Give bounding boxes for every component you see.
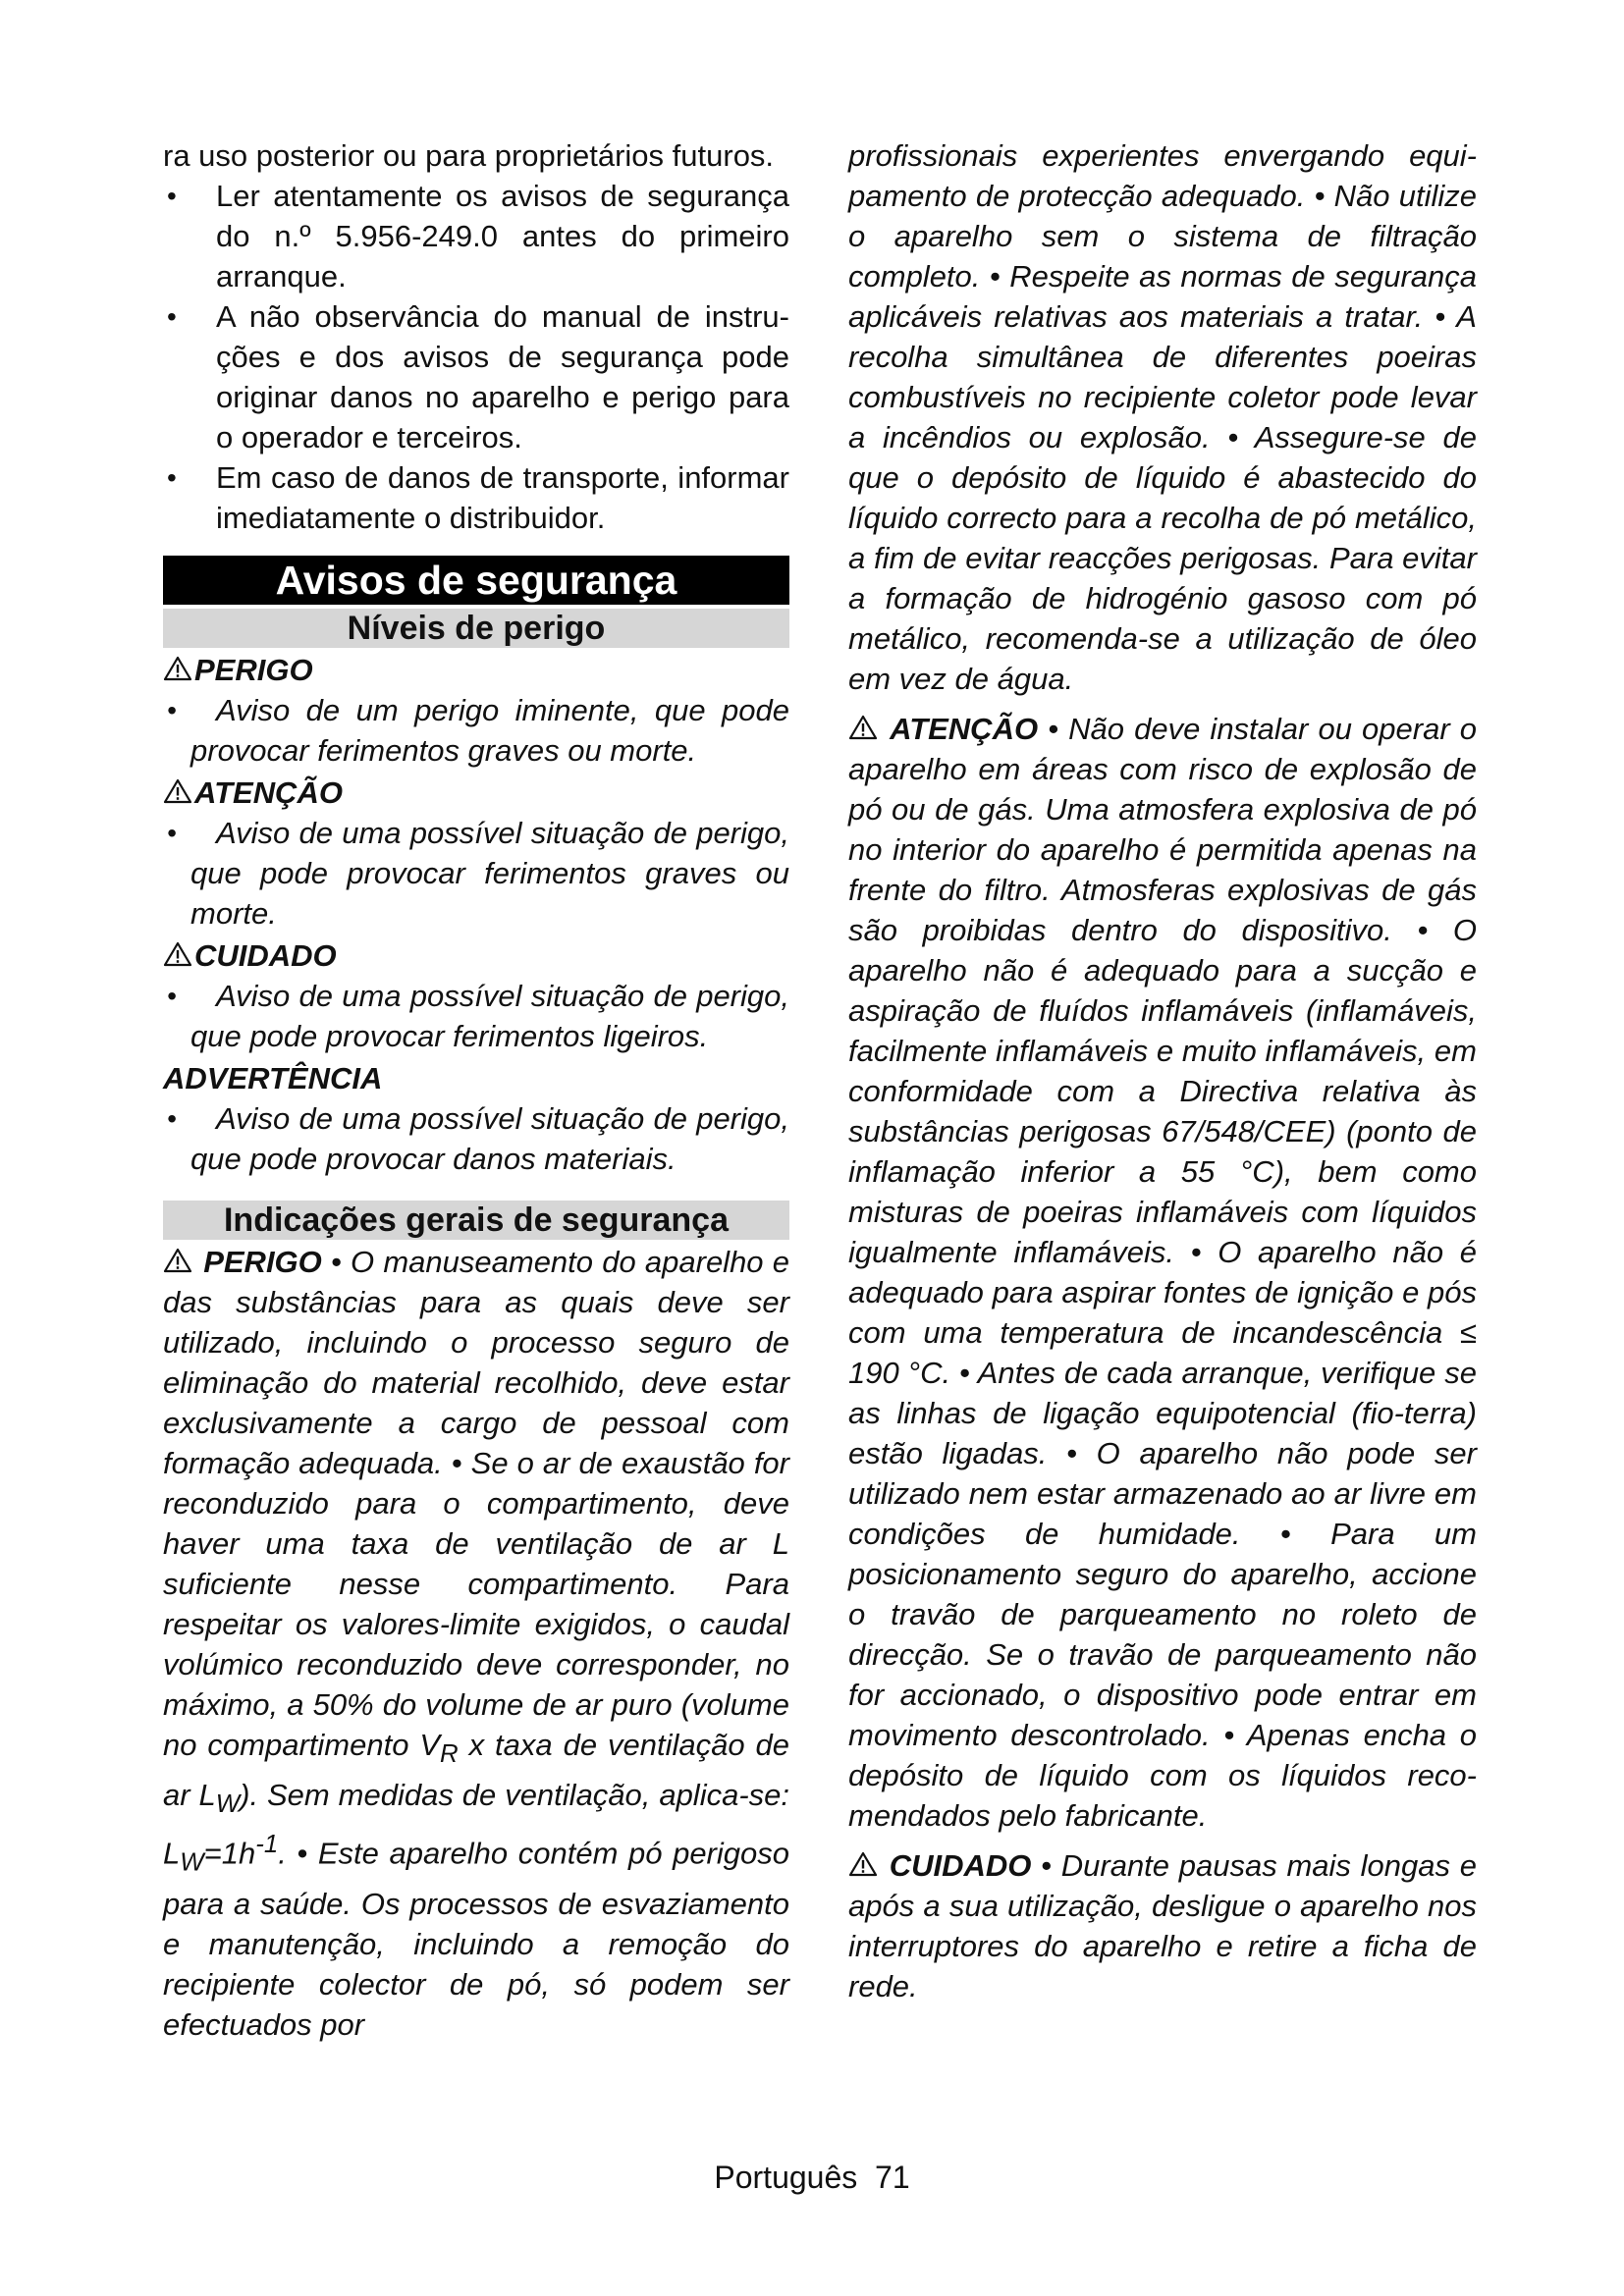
level-warning-list [163,813,789,934]
right-column [848,135,1477,2006]
warning-triangle-icon [848,1851,878,1877]
text-run: ). Sem medidas de ventilação, aplica-se: L [163,1778,790,1871]
level-danger [163,650,789,690]
list-item: • Aviso de uma possível situação de perigo, que pode provocar danos materiais. [163,1098,789,1179]
list-item: • A não observância do manual de instruções e dos avisos de segurança pode originar danos no aparelho e perigo para o operador e terceiros. [163,296,789,457]
page-footer [0,2158,1624,2197]
text-run: x taxa de ventilação de ar L [163,1728,789,1813]
level-caution [163,935,789,976]
section-heading-safety: Avisos de segurança [163,556,789,605]
level-label: ATENÇÃO [194,775,343,810]
warning-triangle-icon [163,656,192,681]
left-column [163,135,789,2045]
keyword-danger: PERIGO [203,1245,322,1279]
general-danger-continued: profissionais experientes envergando equipamento de protecção adequado. • Não utilize o aparelho sem o sistema de filtração completo. • Respeite as normas de segurança aplicáveis relativas aos materiais a tratar. • A recolha simultânea de diferentes poeiras combustíveis no recipiente coletor pode levar a incêndios ou explosão. • Assegure-se de que o depósito de líquido é abastecido do líquido correcto para a recolha de pó metálico, a fim de evitar reacções perigosas. Para evitar a formação de hidrogénio gasoso com pó metálico, recomenda-se a utilização de óleo em vez de água. [848,138,1477,696]
general-danger-paragraph [163,1242,789,2045]
level-label: PERIGO [194,653,313,687]
level-notice [163,1058,789,1098]
list-item: • Aviso de uma possível situação de perigo, que pode provocar ferimentos ligeiros. [163,976,789,1056]
warning-triangle-icon [163,778,192,804]
warning-triangle-icon [163,941,192,967]
subscript-r: R [440,1740,459,1769]
level-caution-list [163,976,789,1056]
footer-language: Português [714,2160,858,2195]
list-item: • Ler atentamente os avisos de segurança do n.º 5.956-249.0 antes do primeiro arranque. [163,176,789,296]
intro-bullet-list [163,176,789,538]
subscript-w: W [180,1848,204,1877]
subscript-w: W [215,1790,241,1819]
general-caution-paragraph [848,1845,1477,2006]
text-run: . • Este aparelho contém pó perigoso para a saúde. Os processos de esvaziamento e manutenção, incluindo a remoção do recipiente colector de pó, só podem ser efectuados por [163,1836,789,2042]
level-danger-list [163,690,789,771]
level-notice-list [163,1098,789,1179]
general-attention-paragraph [848,709,1477,1836]
page-number: 71 [875,2160,910,2195]
subsection-heading-general: Indicações gerais de segurança [163,1201,789,1240]
warning-triangle-icon [163,1248,192,1273]
level-warning [163,773,789,813]
superscript-exponent: -1 [255,1831,279,1859]
warning-triangle-icon [848,715,878,740]
keyword-attention: ATENÇÃO [890,712,1039,746]
keyword-caution: CUIDADO [889,1848,1032,1883]
text-run: • Não deve instalar ou operar o aparelho em áreas com risco de explosão de pó ou de gás. Uma atmosfera explosiva de pó no interior do aparelho é permitida apenas na frente do filtro. Atmosferas explosivas de gás são proibidas dentro do dispositivo. • O aparelho não é adequado para a sucção e aspiração de fluídos inflamáveis (inflamáveis, facilmente inflamáveis e muito inflamáveis, em conformidade com a Directiva relativa às substâncias perigosas 67/548/CEE) (ponto de inflamação inferior a 55 °C), bem como misturas de poeiras inflamáveis com líquidos igualmente inflamáveis. • O aparelho não é adequado para aspirar fontes de ignição e pós com uma temperatura de incandescência ≤ 190 °C. • Antes de cada arranque, verifique se as linhas de ligação equipotencial (fio-terra) estão ligadas. • O aparelho não pode ser utilizado nem estar armazenado ao ar livre em condições de humidade. • Para um posicionamento seguro do aparelho, accione o travão de parqueamento no roleto de direcção. Se o travão de parqueamento não for accionado, o dispositivo pode entrar em movimento descontrolado. • Apenas encha o depósito de líquido com os líquidos recomendados pelo fabricante. [848,712,1477,1833]
text-run: • O manuseamento do aparelho e das substâncias para as quais deve ser utilizado, incluindo o processo seguro de eliminação do material recolhido, deve estar exclusivamente a cargo de pessoal com formação adequada. • Se o ar de exaustão for reconduzido para o compartimento, deve haver uma taxa de ventilação de ar L suficiente nesse compartimento. Para respeitar os valores-limite exigidos, o caudal volúmico reconduzido deve corresponder, no máximo, a 50% do volume de ar puro (volume no compartimento V [163,1245,789,1762]
text-run: • Durante pausas mais longas e após a sua utilização, desligue o aparelho nos interruptores do aparelho e retire a ficha de rede. [848,1848,1477,2003]
level-label: ADVERTÊNCIA [163,1061,383,1095]
intro-text: ra uso posterior ou para proprietários futuros. [163,138,775,173]
level-label: CUIDADO [194,938,337,973]
text-run: =1h [203,1836,256,1871]
list-item: • Aviso de um perigo iminente, que pode provocar ferimentos graves ou morte. [163,690,789,771]
list-item: • Em caso de danos de transporte, informar imediatamente o distribuidor. [163,457,789,538]
subsection-heading-levels: Níveis de perigo [163,609,789,648]
list-item: • Aviso de uma possível situação de perigo, que pode provocar ferimentos graves ou morte. [163,813,789,934]
